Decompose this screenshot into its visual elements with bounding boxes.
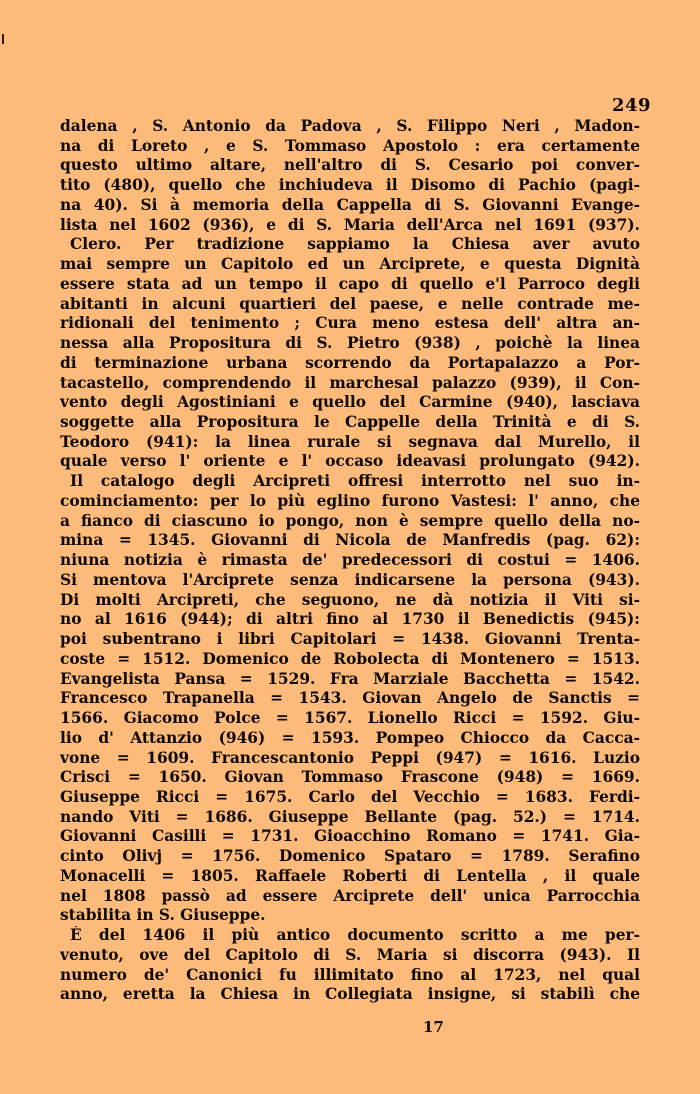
text-line: Francesco Trapanella = 1543. Giovan Angelo de Sanctis = (60, 689, 640, 708)
text-line: niuna notizia è rimasta de' predecessori di costui = 1406. (60, 551, 640, 570)
text-line: cinto Olivj = 1756. Domenico Spataro = 1789. Serafino (60, 847, 640, 866)
text-line: Giovanni Casilli = 1731. Gioacchino Romano = 1741. Gia- (60, 827, 640, 846)
text-line: Teodoro (941): la linea rurale si segnava dal Murello, il (60, 432, 640, 451)
text-line: Crisci = 1650. Giovan Tommaso Frascone (948) = 1669. (60, 768, 640, 787)
text-line: cominciamento: per lo più eglino furono Vastesi: l' anno, che (60, 491, 640, 510)
text-line: Clero. Per tradizione sappiamo la Chiesa aver avuto (70, 235, 640, 254)
text-line: lista nel 1602 (936), e di S. Maria dell'Arca nel 1691 (937). (60, 215, 640, 234)
text-line: coste = 1512. Domenico de Robolecta di Montenero = 1513. (60, 649, 640, 668)
text-line: venuto, ove del Capitolo di S. Maria si discorra (943). Il (60, 945, 640, 964)
text-line: lio d' Attanzio (946) = 1593. Pompeo Chiocco da Cacca- (60, 728, 640, 747)
text-line: Giuseppe Ricci = 1675. Carlo del Vecchio = 1683. Ferdi- (60, 787, 640, 806)
body-text (60, 117, 640, 1005)
page-number: 249 (612, 95, 652, 116)
text-line: quale verso l' oriente e l' occaso ideavasi prolungato (942). (60, 452, 640, 471)
text-line: numero de' Canonici fu illimitato fino al 1723, nel qual (60, 965, 640, 984)
text-line: na di Loreto , e S. Tommaso Apostolo : era certamente (60, 136, 640, 155)
text-line: tacastello, comprendendo il marchesal palazzo (939), il Con- (60, 373, 640, 392)
text-line: nel 1808 passò ad essere Arciprete dell' unica Parrocchia (60, 886, 640, 905)
text-line: poi subentrano i libri Capitolari = 1438. Giovanni Trenta- (60, 630, 640, 649)
text-line: no al 1616 (944); di altri fino al 1730 il Benedictis (945): (60, 610, 640, 629)
text-line: tito (480), quello che inchiudeva il Disomo di Pachio (pagi- (60, 176, 640, 195)
text-line: abitanti in alcuni quartieri del paese, e nelle contrade me- (60, 294, 640, 313)
text-line: questo ultimo altare, nell'altro di S. Cesario poi conver- (60, 156, 640, 175)
text-line: na 40). Si à memoria della Cappella di S. Giovanni Evange- (60, 195, 640, 214)
text-line: vento degli Agostiniani e quello del Carmine (940), lasciava (60, 393, 640, 412)
text-line: vone = 1609. Francescantonio Peppi (947) = 1616. Luzio (60, 748, 640, 767)
text-line: Monacelli = 1805. Raffaele Roberti di Lentella , il quale (60, 866, 640, 885)
text-line: essere stata ad un tempo il capo di quello e'l Parroco degli (60, 274, 640, 293)
text-line: ridionali del tenimento ; Cura meno estesa dell' altra an- (60, 314, 640, 333)
text-line: Evangelista Pansa = 1529. Fra Marziale Bacchetta = 1542. (60, 669, 640, 688)
text-line: a fianco di ciascuno io pongo, non è sempre quello della no- (60, 511, 640, 530)
scan-edge-mark (2, 34, 4, 44)
text-line: 1566. Giacomo Polce = 1567. Lionello Ricci = 1592. Giu- (60, 709, 640, 728)
text-line: Di molti Arcipreti, che seguono, ne dà notizia il Viti si- (60, 590, 640, 609)
text-line: Si mentova l'Arciprete senza indicarsene la persona (943). (60, 570, 640, 589)
text-line: stabilita in S. Giuseppe. (60, 906, 266, 925)
text-line: mai sempre un Capitolo ed un Arciprete, e questa Dignità (60, 255, 640, 274)
text-line: di terminazione urbana scorrendo da Portapalazzo a Por- (60, 353, 640, 372)
text-line: È del 1406 il più antico documento scritto a me per- (70, 926, 640, 945)
text-line: Il catalogo degli Arcipreti offresi interrotto nel suo in- (70, 472, 640, 491)
text-line: anno, eretta la Chiesa in Collegiata insigne, si stabilì che (60, 985, 640, 1004)
text-line: dalena , S. Antonio da Padova , S. Filippo Neri , Madon- (60, 117, 640, 135)
text-line: mina = 1345. Giovanni di Nicola de Manfredis (pag. 62): (60, 531, 640, 550)
signature-mark: 17 (423, 1018, 444, 1036)
text-line: nessa alla Propositura di S. Pietro (938) , poichè la linea (60, 334, 640, 353)
text-line: nando Viti = 1686. Giuseppe Bellante (pag. 52.) = 1714. (60, 807, 640, 826)
text-line: soggette alla Propositura le Cappelle della Trinità e di S. (60, 413, 640, 432)
